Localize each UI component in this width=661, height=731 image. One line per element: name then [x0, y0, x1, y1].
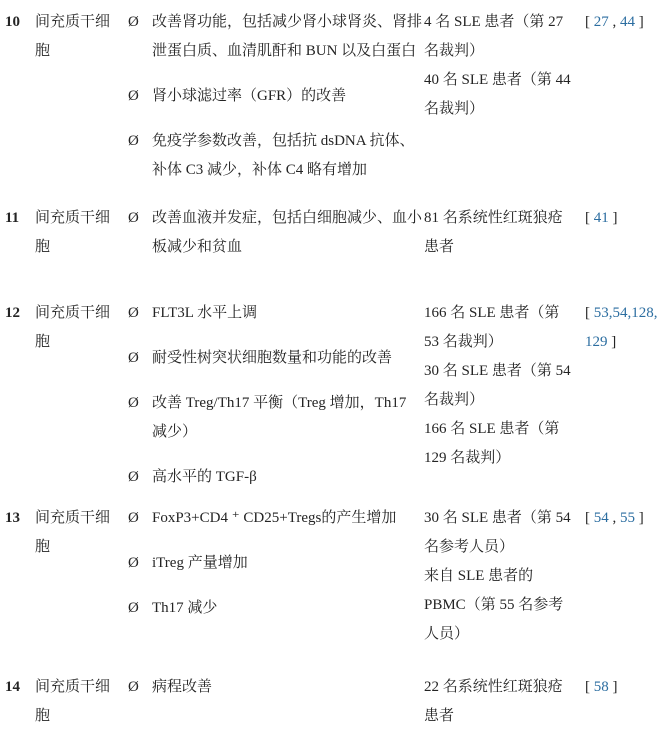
effect-text: 耐受性树突状细胞数量和功能的改善 [152, 350, 393, 366]
ref-bracket-open: [ [585, 210, 594, 226]
patient-group [424, 204, 585, 262]
effect-item [128, 204, 424, 262]
table-row [5, 8, 661, 185]
patient-entry: 4 名 SLE 患者（第 27 名裁判） [424, 14, 564, 59]
effect-item [128, 82, 424, 111]
ref-bracket-open: [ [585, 510, 594, 526]
patient-entry: 166 名 SLE 患者（第 53 名裁判） [424, 305, 560, 350]
bullet-marker: Ø [128, 305, 139, 321]
cell-type: 间充质干细胞 [35, 305, 111, 350]
effects-list [128, 299, 424, 492]
effect-item [128, 389, 424, 447]
table-row [5, 204, 661, 262]
effect-item [128, 299, 424, 328]
reference-cell [585, 299, 661, 357]
row-number: 13 [5, 510, 20, 526]
ref-bracket-close: ] [608, 210, 618, 226]
effect-text: FLT3L 水平上调 [152, 305, 258, 321]
row-number: 11 [5, 210, 20, 226]
ref-bracket-close: ] [608, 679, 618, 695]
cell-type: 间充质干细胞 [35, 679, 111, 724]
bullet-marker: Ø [128, 133, 139, 149]
bullet-marker: Ø [128, 395, 139, 411]
effect-text: Th17 减少 [152, 600, 218, 616]
effect-item [128, 8, 424, 66]
reference-cell [585, 504, 661, 533]
bullet-marker: Ø [128, 210, 139, 226]
effects-list [128, 204, 424, 262]
reference-link[interactable]: 41 [593, 210, 609, 226]
row-number: 12 [5, 305, 20, 321]
effect-item [128, 673, 424, 702]
ref-bracket-open: [ [585, 14, 594, 30]
effect-item [128, 549, 424, 578]
reference-link[interactable]: 44 [620, 14, 635, 30]
effect-text: 免疫学参数改善，包括抗 dsDNA 抗体、补体 C3 减少，补体 C4 略有增加 [152, 133, 415, 178]
bullet-marker: Ø [128, 555, 139, 571]
bullet-marker: Ø [128, 679, 139, 695]
effect-text: 改善 Treg/Th17 平衡（Treg 增加，Th17 减少） [152, 395, 407, 440]
ref-bracket-open: [ [585, 305, 594, 321]
reference-cell [585, 204, 661, 233]
reference-link[interactable]: 58 [593, 679, 609, 695]
bullet-marker: Ø [128, 469, 139, 485]
row-number: 10 [5, 14, 20, 30]
patient-group [424, 8, 585, 124]
effect-item [128, 594, 424, 623]
reference-cell [585, 8, 661, 37]
table-row [5, 299, 661, 492]
effect-item [128, 127, 424, 185]
patient-entry: 30 名 SLE 患者（第 54 名裁判） [424, 363, 571, 408]
effect-text: 改善肾功能，包括减少肾小球肾炎、肾排泄蛋白质、血清肌酐和 BUN 以及白蛋白 [152, 14, 423, 59]
ref-bracket-close: ] [635, 14, 644, 30]
ref-separator: , [608, 14, 620, 30]
bullet-marker: Ø [128, 600, 139, 616]
patient-entry: 40 名 SLE 患者（第 44 名裁判） [424, 72, 571, 117]
cell-type: 间充质干细胞 [35, 510, 111, 555]
cell-type: 间充质干细胞 [35, 210, 111, 255]
bullet-marker: Ø [128, 88, 139, 104]
patient-entry: 22 名系统性红斑狼疮患者 [424, 679, 563, 724]
effect-item [128, 463, 424, 492]
effect-text: 肾小球滤过率（GFR）的改善 [152, 88, 347, 104]
effect-text: FoxP3+CD4 ⁺ CD25+Tregs的产生增加 [152, 510, 397, 526]
effect-text: iTreg 产量增加 [152, 555, 248, 571]
effect-text: 病程改善 [152, 679, 213, 695]
effect-text: 高水平的 TGF-β [152, 469, 257, 485]
ref-bracket-close: ] [635, 510, 644, 526]
effects-list [128, 8, 424, 185]
patient-entry: 166 名 SLE 患者（第 129 名裁判） [424, 421, 560, 466]
bullet-marker: Ø [128, 350, 139, 366]
bullet-marker: Ø [128, 510, 139, 526]
reference-link[interactable]: 54 [593, 510, 609, 526]
effects-list [128, 673, 424, 702]
patient-entry: 30 名 SLE 患者（第 54 名参考人员） [424, 510, 571, 555]
reference-cell [585, 673, 661, 702]
patient-group [424, 504, 585, 649]
effects-table [5, 8, 661, 731]
ref-bracket-close: ] [607, 334, 617, 350]
ref-separator: , [608, 510, 620, 526]
reference-link[interactable]: 27 [593, 14, 609, 30]
patient-entry: 来自 SLE 患者的 PBMC（第 55 名参考人员） [424, 568, 564, 642]
table-row [5, 673, 661, 731]
reference-link[interactable]: 53,54,128, 129 [585, 305, 658, 350]
effect-item [128, 344, 424, 373]
effect-item [128, 504, 424, 533]
row-number: 14 [5, 679, 20, 695]
patient-group [424, 299, 585, 473]
table-row [5, 504, 661, 649]
cell-type: 间充质干细胞 [35, 14, 111, 59]
bullet-marker: Ø [128, 14, 139, 30]
ref-bracket-open: [ [585, 679, 594, 695]
reference-link[interactable]: 55 [620, 510, 635, 526]
effect-text: 改善血液并发症，包括白细胞减少、血小板减少和贫血 [152, 210, 423, 255]
patient-group [424, 673, 585, 731]
patient-entry: 81 名系统性红斑狼疮患者 [424, 210, 563, 255]
effects-list [128, 504, 424, 623]
